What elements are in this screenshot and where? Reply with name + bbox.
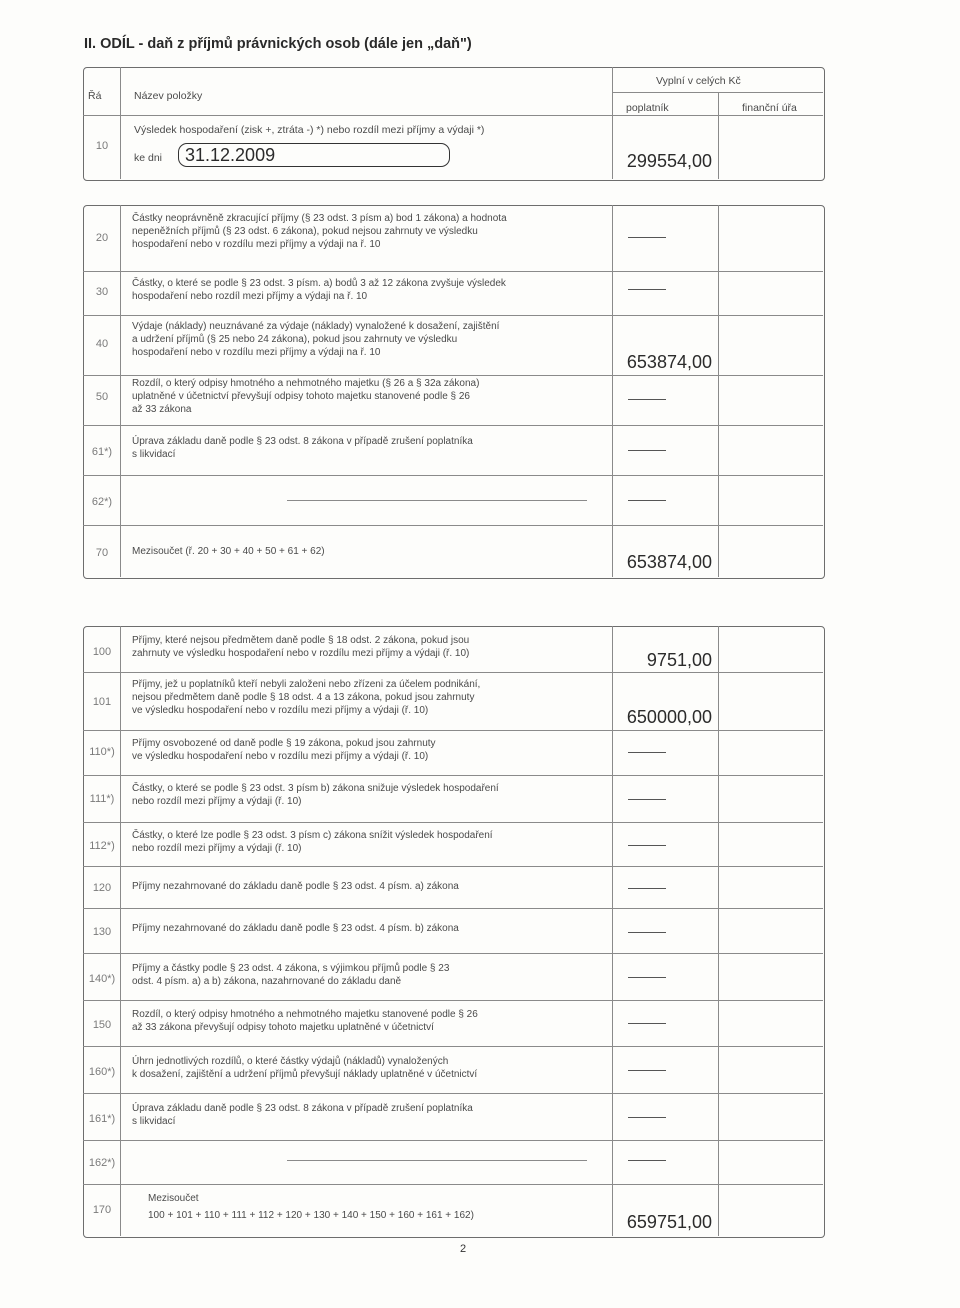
row-text: k dosažení, zajištění a udržení příjmů převyšují náklady uplatněné v účetnictví — [132, 1069, 478, 1080]
row-text: až 33 zákona převyšují odpisy tohoto majetku uplatněné v účetnictví — [132, 1022, 434, 1033]
section-heading: II. ODÍL - daň z příjmů právnických osob (dále jen „daň") — [84, 36, 472, 52]
empty-value-dash — [628, 752, 666, 753]
row-amount: 299554,00 — [626, 151, 712, 171]
row-text: Mezisoučet — [148, 1193, 199, 1204]
row-number: 101 — [92, 696, 112, 708]
empty-value-dash — [628, 845, 666, 846]
date-field: 31.12.2009 — [178, 143, 450, 167]
row-number: 111*) — [89, 793, 115, 805]
row-text: nepeněžních příjmů (§ 23 odst. 6 zákona), pokud nejsou zahrnuty ve výsledku — [132, 226, 478, 237]
empty-value-dash — [628, 237, 666, 238]
row-text: Rozdíl, o který odpisy hmotného a nehmotného majetku stanovené podle § 26 — [132, 1009, 478, 1020]
empty-value-dash — [628, 932, 666, 933]
row-text: Příjmy a částky podle § 23 odst. 4 zákona, s výjimkou příjmů podle § 23 — [132, 963, 450, 974]
row-text: Částky, o které se podle § 23 odst. 3 písm b) zákona snižuje výsledek hospodaření — [132, 783, 499, 794]
row-number: 62*) — [91, 496, 113, 508]
row-text: odst. 4 písm. a) a b) zákona, nazahrnované do základu daně — [132, 976, 402, 987]
row-text: Rozdíl, o který odpisy hmotného a nehmotného majetku (§ 26 a § 32a zákona) — [132, 378, 480, 389]
row-text: ve výsledku hospodaření nebo v rozdílu mezi příjmy a výdaji (ř. 10) — [132, 705, 429, 716]
row-number: 61*) — [91, 446, 113, 458]
empty-value-dash — [628, 289, 666, 290]
row-text: nebo rozdíl mezi příjmy a výdaji (ř. 10) — [132, 843, 302, 854]
empty-value-dash — [628, 888, 666, 889]
row-number: 162*) — [88, 1157, 116, 1169]
row-text: Mezisoučet (ř. 20 + 30 + 40 + 50 + 61 + 62) — [132, 546, 325, 557]
row-text: Výsledek hospodaření (zisk +, ztráta -) *) nebo rozdíl mezi příjmy a výdaji *) — [134, 124, 485, 136]
row-number: 40 — [95, 338, 109, 350]
row-text: Příjmy, které nejsou předmětem daně podle § 18 odst. 2 zákona, pokud jsou — [132, 635, 470, 646]
row-text: Příjmy nezahrnované do základu daně podle § 23 odst. 4 písm. b) zákona — [132, 923, 459, 934]
row-text: s likvidací — [132, 449, 176, 460]
row-number: 50 — [95, 391, 109, 403]
row-number: 161*) — [88, 1113, 116, 1125]
header-fill-in: Vyplní v celých Kč — [656, 75, 741, 87]
row-text: hospodaření nebo v rozdílu mezi příjmy a výdaji na ř. 10 — [132, 239, 381, 250]
row-text: nejsou předmětem daně podle § 18 odst. 4 a 13 zákona, pokud jsou zahrnuty — [132, 692, 475, 703]
row-text: nebo rozdíl mezi příjmy a výdaji (ř. 10) — [132, 796, 302, 807]
row-amount: 650000,00 — [626, 707, 712, 727]
row-text: 100 + 101 + 110 + 111 + 112 + 120 + 130 + 140 + 150 + 160 + 161 + 162) — [148, 1210, 474, 1221]
row-text: hospodaření nebo rozdíl mezi příjmy a výdaji na ř. 10 — [132, 291, 368, 302]
row-number: 140*) — [88, 973, 116, 985]
row-text: hospodaření nebo v rozdílu mezi příjmy a výdaji na ř. 10 — [132, 347, 381, 358]
empty-value-dash — [628, 799, 666, 800]
row-text: Úprava základu daně podle § 23 odst. 8 zákona v případě zrušení poplatníka — [132, 1103, 473, 1114]
empty-value-dash — [628, 977, 666, 978]
row-number: 170 — [92, 1204, 112, 1216]
empty-value-dash — [628, 1160, 666, 1161]
row-number: 100 — [92, 646, 112, 658]
row-amount: 653874,00 — [626, 352, 712, 372]
row-text: s likvidací — [132, 1116, 176, 1127]
row-text: a udržení příjmů (§ 25 nebo 24 zákona), pokud jsou zahrnuty ve výsledku — [132, 334, 458, 345]
empty-value-dash — [628, 1070, 666, 1071]
row-text: Úprava základu daně podle § 23 odst. 8 zákona v případě zrušení poplatníka — [132, 436, 473, 447]
row-number: 110*) — [89, 746, 115, 758]
header-col-office: finanční úřa — [742, 102, 797, 114]
row-text: až 33 zákona — [132, 404, 192, 415]
row-number: 70 — [95, 547, 109, 559]
row-number: 20 — [95, 232, 109, 244]
empty-value-dash — [628, 399, 666, 400]
row-text: Částky, o které lze podle § 23 odst. 3 písm c) zákona snížit výsledek hospodaření — [132, 830, 493, 841]
row-text: Příjmy nezahrnované do základu daně podle § 23 odst. 4 písm. a) zákona — [132, 881, 459, 892]
row-amount: 659751,00 — [626, 1212, 712, 1232]
row-amount: 653874,00 — [626, 552, 712, 572]
empty-value-dash — [628, 500, 666, 501]
row-text: ve výsledku hospodaření nebo v rozdílu mezi příjmy a výdaji (ř. 10) — [132, 751, 429, 762]
row-number: 10 — [95, 140, 109, 152]
empty-value-dash — [628, 1117, 666, 1118]
row-number: 160*) — [88, 1066, 116, 1078]
page-number: 2 — [460, 1243, 467, 1255]
row-number: 150 — [92, 1019, 112, 1031]
row-text: Výdaje (náklady) neuznávané za výdaje (náklady) vynaložené k dosažení, zajištění — [132, 321, 500, 332]
row-number: 130 — [92, 926, 112, 938]
row-text: Příjmy osvobozené od daně podle § 19 zákona, pokud jsou zahrnuty — [132, 738, 436, 749]
header-item-name: Název položky — [134, 90, 203, 102]
header-col-taxpayer: poplatník — [626, 102, 669, 114]
row-amount: 9751,00 — [646, 650, 712, 670]
row-text: Částky, o které se podle § 23 odst. 3 písm. a) bodů 3 až 12 zákona zvyšuje výsledek — [132, 278, 506, 289]
date-label: ke dni — [134, 152, 163, 164]
empty-value-dash — [628, 1023, 666, 1024]
row-number: 112*) — [89, 840, 115, 852]
header-row-label: Řá — [88, 90, 102, 102]
row-text: Úhrn jednotlivých rozdílů, o které částky výdajů (nákladů) vynaložených — [132, 1056, 449, 1067]
row-text: Částky neoprávněně zkracující příjmy (§ 23 odst. 3 písm a) bod 1 zákona) a hodnota — [132, 213, 507, 224]
row-number: 30 — [95, 286, 109, 298]
row-number: 120 — [92, 882, 112, 894]
row-text: uplatněné v účetnictví převyšují odpisy tohoto majetku stanovené podle § 26 — [132, 391, 470, 402]
row-text: Příjmy, jež u poplatníků kteří nebyli založeni nebo zřízeni za účelem podnikání, — [132, 679, 481, 690]
empty-value-dash — [628, 450, 666, 451]
row-text: zahrnuty ve výsledku hospodaření nebo v rozdílu mezi příjmy a výdaji (ř. 10) — [132, 648, 470, 659]
